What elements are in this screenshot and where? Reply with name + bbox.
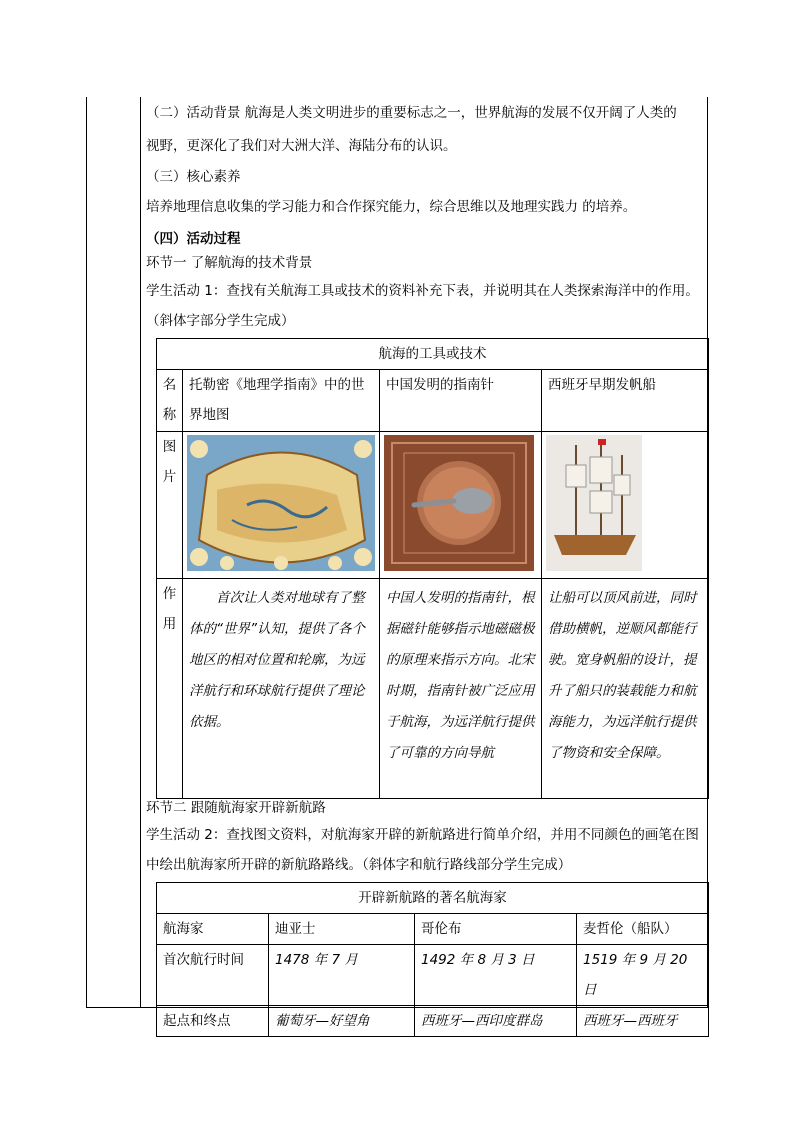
tool-name-ship: 西班牙早期发帆船 xyxy=(542,370,709,432)
row-first-voyage-label: 首次航行时间 xyxy=(157,945,269,1006)
name-label-char-1: 名 xyxy=(162,377,177,393)
dias-start-end: 葡萄牙—好望角 xyxy=(269,1006,415,1037)
step-two-heading: 环节二 跟随航海家开辟新航路 xyxy=(146,800,326,816)
background-line-2: 视野，更深化了我们对大洲大洋、海陆分布的认识。 xyxy=(146,138,457,154)
use-label-char-2: 用 xyxy=(162,616,177,632)
dias-first-voyage: 1478 年 7 月 xyxy=(269,945,415,1006)
tool-name-map: 托勒密《地理学指南》中的世界地图 xyxy=(183,370,380,432)
magellan-start-end: 西班牙—西班牙 xyxy=(577,1006,709,1037)
background-line-1: （二）活动背景 航海是人类文明进步的重要标志之一，世界航海的发展不仅开阔了人类的 xyxy=(146,105,677,121)
header-magellan: 麦哲伦（船队） xyxy=(577,914,709,945)
magellan-first-voyage: 1519 年 9 月 20 日 xyxy=(577,945,709,1006)
pic-label-char-1: 图 xyxy=(162,439,177,455)
header-navigator: 航海家 xyxy=(157,914,269,945)
section-activity-process: （四）活动过程 xyxy=(146,231,241,247)
tools-table-title: 航海的工具或技术 xyxy=(157,339,709,370)
ptolemy-world-map-image xyxy=(187,435,375,571)
ship-image-cell xyxy=(542,432,709,579)
navigation-tools-table xyxy=(156,338,709,799)
use-text-compass: 中国人发明的指南针，根据磁针能够指示地磁磁极的原理来指示方向。北宋时期，指南针被广泛应用于航海，为远洋航行提供了可靠的方向导航 xyxy=(380,579,542,799)
tool-name-compass: 中国发明的指南针 xyxy=(380,370,542,432)
picture-row-label xyxy=(157,432,183,579)
use-text-map: 首次让人类对地球有了整体的“世界”认知，提供了各个地区的相对位置和轮廓，为远洋航行和环球航行提供了理论依据。 xyxy=(183,579,380,799)
section-core-literacy: （三）核心素养 xyxy=(146,169,241,185)
student-activity-2: 学生活动 2：查找图文资料，对航海家开辟的新航路进行简单介绍，并用不同颜色的画笔在图 xyxy=(146,827,699,843)
chinese-compass-image xyxy=(384,435,534,571)
italic-note-1: （斜体字部分学生完成） xyxy=(146,313,295,329)
step-one-heading: 环节一 了解航海的技术背景 xyxy=(146,255,313,271)
italic-note-2: 中绘出航海家所开辟的新航路路线。（斜体字和航行路线部分学生完成） xyxy=(146,857,572,873)
columbus-start-end: 西班牙—西印度群岛 xyxy=(415,1006,577,1037)
row-start-end-label: 起点和终点 xyxy=(157,1006,269,1037)
name-row-label xyxy=(157,370,183,432)
outer-column-divider xyxy=(140,97,141,1008)
navigators-table-title: 开辟新航路的著名航海家 xyxy=(157,883,709,914)
use-label-char-1: 作 xyxy=(162,586,177,602)
header-columbus: 哥伦布 xyxy=(415,914,577,945)
columbus-first-voyage: 1492 年 8 月 3 日 xyxy=(415,945,577,1006)
header-dias: 迪亚士 xyxy=(269,914,415,945)
map-image-cell xyxy=(183,432,380,579)
student-activity-1: 学生活动 1：查找有关航海工具或技术的资料补充下表，并说明其在人类探索海洋中的作用。 xyxy=(146,283,699,299)
spanish-sailing-ship-image xyxy=(546,435,642,571)
name-label-char-2: 称 xyxy=(162,407,177,423)
use-text-ship: 让船可以顶风前进，同时借助横帆，逆顺风都能行驶。宽身帆船的设计，提升了船只的装载能力和航海能力，为远洋航行提供了物资和安全保障。 xyxy=(542,579,709,799)
navigators-table xyxy=(156,882,709,1037)
use-row-label xyxy=(157,579,183,799)
pic-label-char-2: 片 xyxy=(162,469,177,485)
core-literacy-text: 培养地理信息收集的学习能力和合作探究能力，综合思维以及地理实践力 的培养。 xyxy=(146,199,637,215)
compass-image-cell xyxy=(380,432,542,579)
